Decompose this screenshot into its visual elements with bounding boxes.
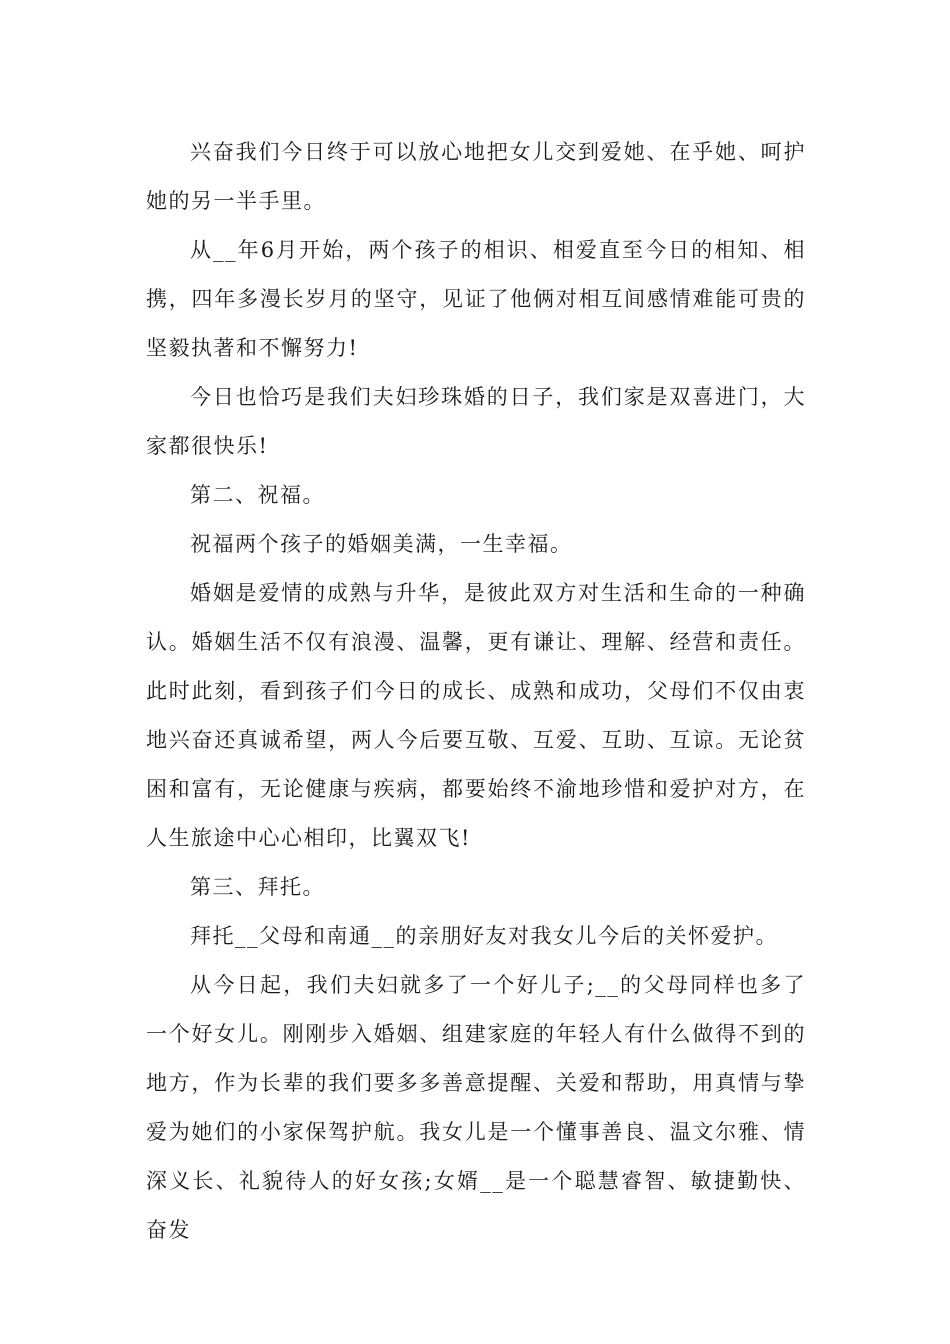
paragraph-handover: 兴奋我们今日终于可以放心地把女儿交到爱她、在乎她、呵护她的另一半手里。 [146, 140, 806, 213]
document-body [146, 128, 806, 1255]
section-heading-entrust: 第三、拜托。 [190, 875, 325, 899]
section-heading-blessing: 第二、祝福。 [190, 483, 325, 507]
paragraph-courtship: 从__年6月开始，两个孩子的相识、相爱直至今日的相知、相携，四年多漫长岁月的坚守，见证了他俩对相互间感情难能可贵的坚毅执著和不懈努力! [146, 238, 806, 360]
paragraph-pearl-anniversary: 今日也恰巧是我们夫妇珍珠婚的日子，我们家是双喜进门，大家都很快乐! [146, 385, 806, 458]
paragraph-entrust: 拜托__父母和南通__的亲朋好友对我女儿今后的关怀爱护。 [190, 924, 778, 948]
paragraph-marriage: 婚姻是爱情的成熟与升华，是彼此双方对生活和生命的一种确认。婚姻生活不仅有浪漫、温馨，更有谦让、理解、经营和责任。此时此刻，看到孩子们今日的成长、成熟和成功，父母们不仅由衷地兴奋还真诚希望，两人今后要互敬、互爱、互助、互谅。无论贫困和富有，无论健康与疾病，都要始终不渝地珍惜和爱护对方，在人生旅途中心心相印，比翼双飞! [146, 581, 806, 850]
paragraph-new-family: 从今日起，我们夫妇就多了一个好儿子;__的父母同样也多了一个好女儿。刚刚步入婚姻、组建家庭的年轻人有什么做得不到的地方，作为长辈的我们要多多善意提醒、关爱和帮助，用真情与挚爱为她们的小家保驾护航。我女儿是一个懂事善良、温文尔雅、情深义长、礼貌待人的好女孩;女婿__是一个聪慧睿智、敏捷勤快、奋发 [146, 973, 806, 1242]
paragraph-blessing: 祝福两个孩子的婚姻美满，一生幸福。 [190, 532, 573, 556]
